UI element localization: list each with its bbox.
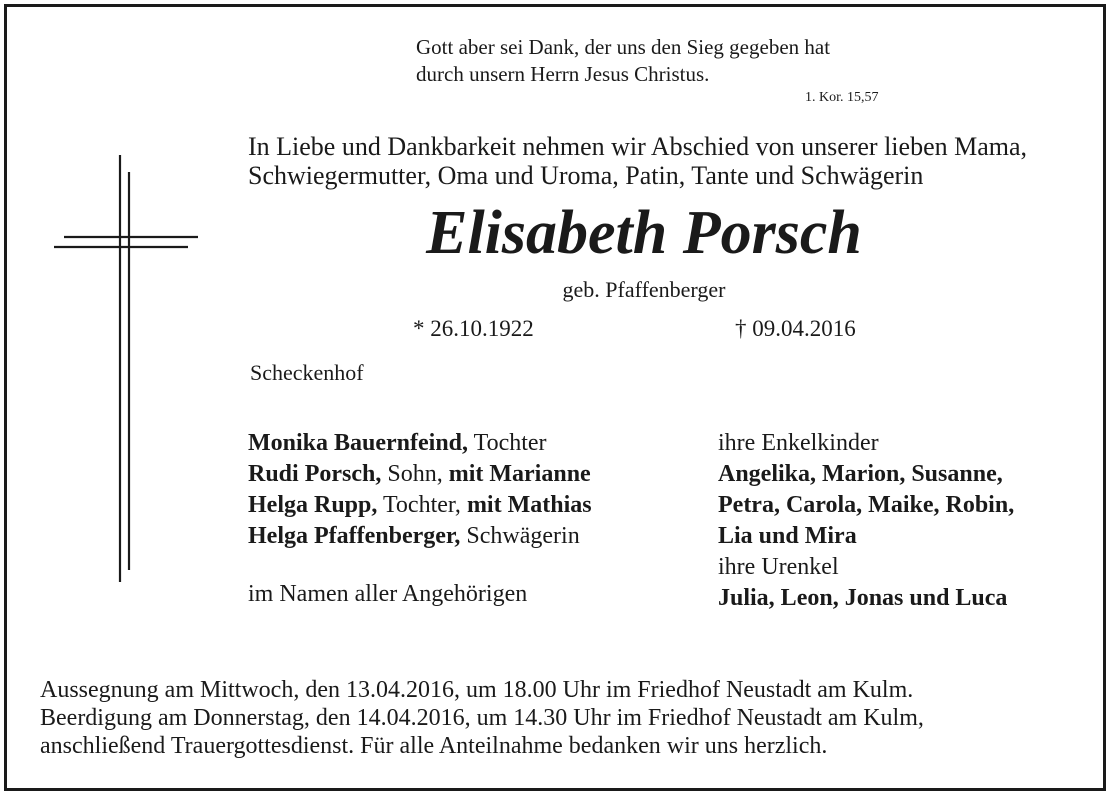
family-list-right (718, 428, 1014, 614)
family-member (248, 490, 592, 521)
family-member (248, 428, 592, 459)
funeral-line: Aussegnung am Mittwoch, den 13.04.2016, um 18.00 Uhr im Friedhof Neustadt am Kulm. (40, 677, 914, 703)
member-name: Monika Bauernfeind, (248, 430, 469, 456)
member-partner: mit Marianne (448, 461, 591, 487)
member-role: Tochter (468, 430, 547, 456)
great-grandchildren-names: Julia, Leon, Jonas und Luca (718, 585, 1008, 611)
grandchildren-names: Petra, Carola, Maike, Robin, (718, 492, 1015, 518)
grandchildren-names: Lia und Mira (718, 523, 857, 549)
member-role: Schwägerin (460, 523, 580, 549)
funeral-line: anschließend Trauergottesdienst. Für alle Anteilnahme bedanken wir uns herzlich. (40, 733, 828, 759)
family-list-left (248, 428, 592, 552)
intro-line: Schwiegermutter, Oma und Uroma, Patin, Tante und Schwägerin (248, 161, 924, 190)
bible-verse-line: durch unsern Herrn Jesus Christus. (416, 62, 710, 86)
maiden-name: geb. Pfaffenberger (562, 277, 726, 302)
intro-line: In Liebe und Dankbarkeit nehmen wir Abschied von unserer lieben Mama, (248, 132, 1028, 161)
intro-text (248, 132, 1027, 190)
birth-date: * 26.10.1922 (413, 316, 534, 341)
grandchildren-label: ihre Enkelkinder (718, 430, 879, 456)
on-behalf-text: im Namen aller Angehörigen (248, 581, 528, 607)
funeral-details (40, 676, 924, 760)
family-member (248, 521, 592, 552)
family-member (248, 459, 592, 490)
bible-verse (416, 34, 830, 88)
death-date: † 09.04.2016 (735, 316, 856, 341)
bible-verse-line: Gott aber sei Dank, der uns den Sieg gegeben hat (416, 35, 831, 59)
funeral-line: Beerdigung am Donnerstag, den 14.04.2016, um 14.30 Uhr im Friedhof Neustadt am Kulm, (40, 705, 924, 731)
grandchildren-names: Angelika, Marion, Susanne, (718, 461, 1003, 487)
member-name: Helga Pfaffenberger, (248, 523, 461, 549)
member-name: Helga Rupp, (248, 492, 378, 518)
member-partner: mit Mathias (466, 492, 592, 518)
member-role: Sohn, (381, 461, 449, 487)
member-role: Tochter, (377, 492, 467, 518)
member-name: Rudi Porsch, (248, 461, 382, 487)
bible-reference: 1. Kor. 15,57 (805, 90, 879, 105)
residence-place: Scheckenhof (250, 360, 364, 385)
deceased-name: Elisabeth Porsch (426, 199, 862, 267)
great-grandchildren-label: ihre Urenkel (718, 554, 839, 580)
